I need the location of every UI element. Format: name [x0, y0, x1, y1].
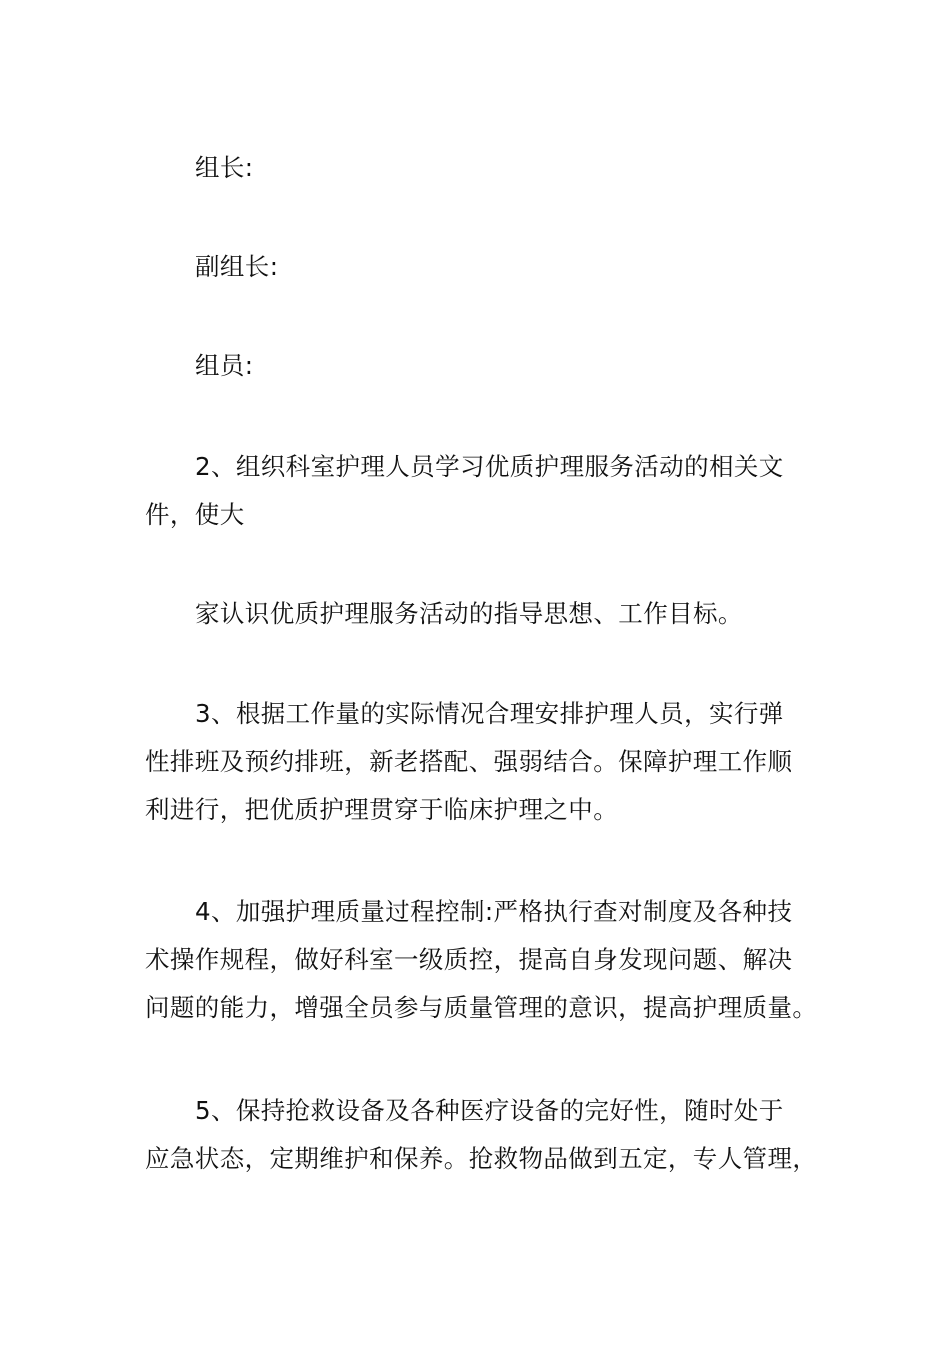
paragraph-item-5: [145, 1087, 818, 1183]
paragraph-item-3: [145, 690, 810, 834]
paragraph-members: [145, 342, 810, 390]
paragraph-item-2: [145, 443, 810, 539]
text-line: 家认识优质护理服务活动的指导思想、工作目标。: [195, 599, 743, 628]
paragraph-deputy-leader: [145, 243, 810, 291]
text-line: 术操作规程，做好科室一级质控，提高自身发现问题、解决: [145, 945, 793, 974]
text-line: 4、加强护理质量过程控制:严格执行查对制度及各种技: [195, 897, 793, 926]
paragraph-item-4: [145, 888, 818, 1032]
text-line: 性排班及预约排班，新老搭配、强弱结合。保障护理工作顺: [145, 747, 793, 776]
text-line: 3、根据工作量的实际情况合理安排护理人员，实行弹: [195, 699, 784, 728]
text-line: 组员:: [195, 351, 254, 380]
text-line: 利进行，把优质护理贯穿于临床护理之中。: [145, 795, 619, 824]
paragraph-leader: [145, 144, 810, 192]
text-line: 件，使大: [145, 500, 245, 529]
text-line: 副组长:: [195, 252, 279, 281]
text-line: 应急状态，定期维护和保养。抢救物品做到五定，专人管理，: [145, 1144, 818, 1173]
paragraph-item-2-continued: [145, 590, 810, 638]
text-line: 2、组织科室护理人员学习优质护理服务活动的相关文: [195, 452, 784, 481]
text-line: 5、保持抢救设备及各种医疗设备的完好性，随时处于: [195, 1096, 784, 1125]
text-line: 组长:: [195, 153, 254, 182]
text-line: 问题的能力，增强全员参与质量管理的意识，提高护理质量。: [145, 993, 818, 1022]
